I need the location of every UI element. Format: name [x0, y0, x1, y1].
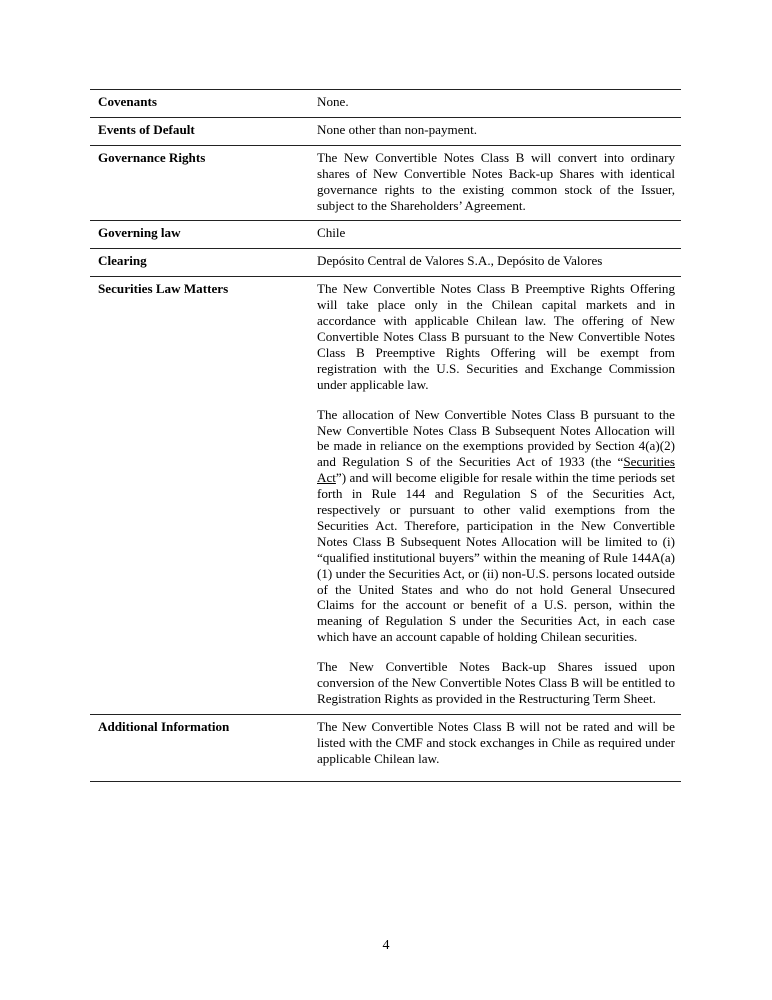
value-covenants — [317, 90, 681, 118]
paragraph: The New Convertible Notes Class B Preemptive Rights Offering will take place only in the Chilean capital markets and in accordance with applicable Chilean law. The offering of New Convertible Notes Class B pursuant to the New Convertible Notes Class B Preemptive Rights Offering will be exempt from registration with the U.S. Securities and Exchange Commission under applicable law. — [317, 281, 675, 392]
row-covenants — [90, 90, 681, 118]
value-governing-law — [317, 221, 681, 249]
paragraph: Depósito Central de Valores S.A., Depósito de Valores — [317, 253, 603, 269]
paragraph: None. — [317, 94, 349, 109]
label-events-of-default: Events of Default — [90, 117, 317, 145]
label-governance-rights: Governance Rights — [90, 145, 317, 221]
row-governing-law — [90, 221, 681, 249]
value-events-of-default — [317, 117, 681, 145]
row-additional-information — [90, 714, 681, 781]
paragraph: The New Convertible Notes Class B will not be rated and will be listed with the CMF and stock exchanges in Chile as required under applicable Chilean law. — [317, 718, 675, 766]
paragraph: None other than non-payment. — [317, 121, 477, 137]
term-sheet-table — [90, 89, 681, 782]
row-securities-law-matters — [90, 277, 681, 715]
value-additional-information — [317, 714, 681, 781]
allocation-text-after: ”) and will become eligible for resale within the time periods set forth in Rule 144 and Regulation S of the Securities Act, respectively or pursuant to other valid exemptions from the Securities Act. Therefore, participation in the New Convertible Notes Class B Subsequent Notes Allocation will be limited to (i) “qualified institutional buyers” within the meaning of Rule 144A(a)(1) under the Securities Act, or (ii) non-U.S. persons located outside of the United States and who do not hold General Unsecured Claims for the account or benefit of a U.S. person, within the meaning of Regulation S under the Securities Act, in each case which have an account capable of holding Chilean securities. — [317, 470, 675, 645]
value-clearing — [317, 249, 681, 277]
value-governance-rights — [317, 145, 681, 221]
paragraph: The New Convertible Notes Class B will convert into ordinary shares of New Convertible Notes Back-up Shares with identical governance rights to the existing common stock of the Issuer, subject to the Shareholders’ Agreement. — [317, 149, 675, 213]
row-events-of-default — [90, 117, 681, 145]
defined-term-securities-act: Securities Act — [317, 454, 675, 486]
row-clearing — [90, 249, 681, 277]
paragraph-allocation — [317, 407, 675, 646]
row-governance-rights — [90, 145, 681, 221]
label-governing-law: Governing law — [90, 221, 317, 249]
paragraph: Chile — [317, 225, 346, 241]
allocation-text-before: The allocation of New Convertible Notes Class B pursuant to the New Convertible Notes Class B Subsequent Notes Allocation will be made in reliance on the exemptions provided by Section 4(a)(2) and Regulation S of the Securities Act of 1933 (the “ — [317, 406, 675, 470]
value-securities-law-matters — [317, 277, 681, 715]
label-clearing: Clearing — [90, 249, 317, 277]
label-additional-information: Additional Information — [90, 714, 317, 781]
page-number: 4 — [382, 938, 390, 953]
label-covenants: Covenants — [90, 90, 317, 118]
paragraph: The New Convertible Notes Back-up Shares issued upon conversion of the New Convertible Notes Class B will be entitled to Registration Rights as provided in the Restructuring Term Sheet. — [317, 659, 675, 706]
label-securities-law-matters: Securities Law Matters — [90, 277, 317, 715]
